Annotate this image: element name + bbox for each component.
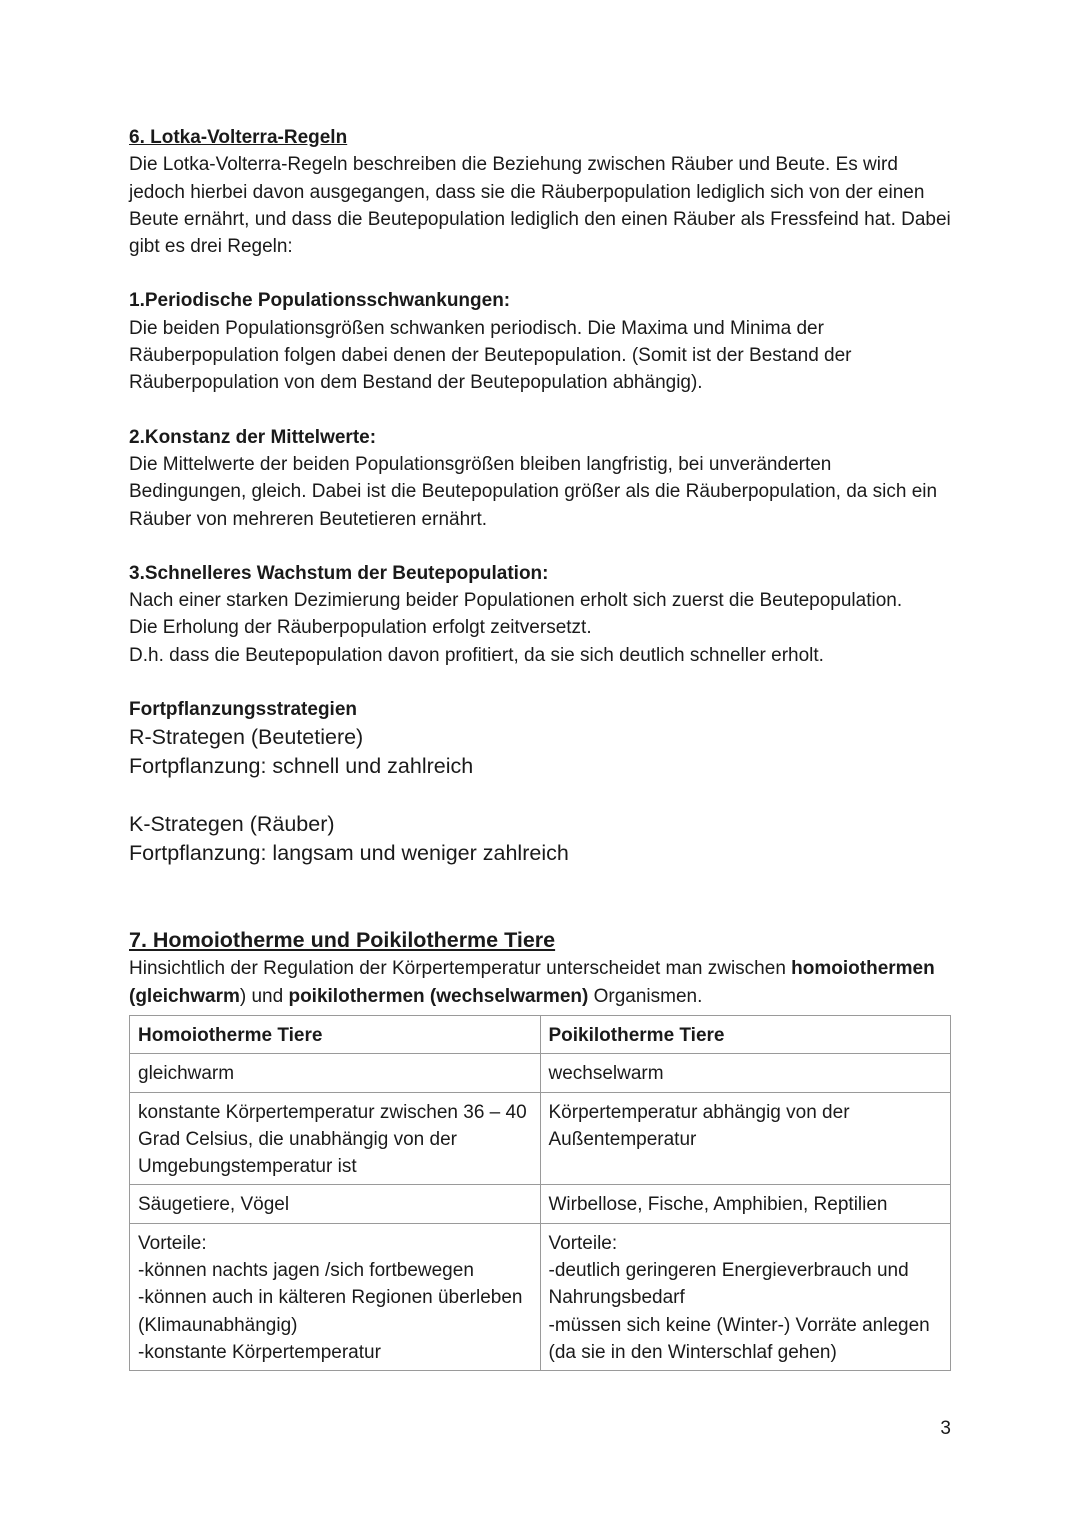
header-poikilotherm: Poikilotherme Tiere — [540, 1015, 951, 1053]
table-cell: Vorteile: -deutlich geringeren Energieverbrauch und Nahrungsbedarf -müssen sich keine (Winter-) Vorräte anlegen (da sie in den Winterschlaf gehen) — [540, 1223, 951, 1370]
rule3-line2: Die Erholung der Räuberpopulation erfolgt zeitversetzt. — [129, 617, 592, 639]
rule2-text: Die Mittelwerte der beiden Populationsgrößen bleiben langfristig, bei unveränderten Bedingungen, gleich. Dabei ist die Beutepopulation größer als die Räuberpopulation, da sich ein Räuber von mehreren Beutetieren ernährt. — [129, 453, 938, 530]
rule1-title: 1.Periodische Populationsschwankungen: — [129, 290, 511, 312]
rule3-title: 3.Schnelleres Wachstum der Beutepopulation: — [129, 562, 549, 584]
table-cell: Wirbellose, Fische, Amphibien, Reptilien — [540, 1185, 951, 1223]
table-cell: Körpertemperatur abhängig von der Außentemperatur — [540, 1092, 951, 1185]
r-fortpflanzung: Fortpflanzung: schnell und zahlreich — [129, 754, 474, 779]
section6-title: 6. Lotka-Volterra-Regeln — [129, 127, 348, 148]
rule3-line3: D.h. dass die Beutepopulation davon profitiert, da sie sich deutlich schneller erholt. — [129, 644, 824, 666]
comparison-table — [129, 1015, 951, 1371]
table-cell: Säugetiere, Vögel — [130, 1185, 541, 1223]
section7-intro — [129, 955, 951, 1010]
table-row — [130, 1223, 951, 1370]
document-page — [129, 124, 951, 1371]
table-header-row — [130, 1015, 951, 1053]
rule1-text: Die beiden Populationsgrößen schwanken periodisch. Die Maxima und Minima der Räuberpopulation folgen dabei denen der Beutepopulation. (Somit ist der Bestand der Räuberpopulation von dem Bestand der Beutepopulation abhängig). — [129, 317, 852, 394]
intro-part3: Organismen. — [588, 985, 703, 1007]
table-cell: konstante Körpertemperatur zwischen 36 – 40 Grad Celsius, die unabhängig von der Umgebungstemperatur ist — [130, 1092, 541, 1185]
intro-bold-poikilotherm: poikilothermen (wechselwarmen) — [288, 985, 589, 1007]
strategies-title: Fortpflanzungsstrategien — [129, 699, 358, 721]
rule2-title: 2.Konstanz der Mittelwerte: — [129, 426, 377, 448]
section7-title: 7. Homoiotherme und Poikilotherme Tiere — [129, 928, 556, 953]
table-row — [130, 1185, 951, 1223]
header-homoiotherm: Homoiotherme Tiere — [130, 1015, 541, 1053]
intro-part1: Hinsichtlich der Regulation der Körpertemperatur unterscheidet man zwischen — [129, 958, 792, 980]
k-strategen: K-Strategen (Räuber) — [129, 812, 335, 837]
r-strategen: R-Strategen (Beutetiere) — [129, 725, 364, 750]
k-fortpflanzung: Fortpflanzung: langsam und weniger zahlreich — [129, 841, 569, 866]
rule3-line1: Nach einer starken Dezimierung beider Populationen erholt sich zuerst die Beutepopulation. — [129, 590, 903, 612]
section6-intro: Die Lotka-Volterra-Regeln beschreiben die Beziehung zwischen Räuber und Beute. Es wird jedoch hierbei davon ausgegangen, dass sie die Räuberpopulation lediglich sich von der einen Beute ernährt, und dass die Beutepopulation lediglich den einen Räuber als Fressfeind hat. Dabei gibt es drei Regeln: — [129, 154, 951, 258]
intro-bold-homoiotherm: homoiothermen (gleichwarm — [129, 958, 935, 1007]
intro-part2: ) und — [239, 985, 289, 1007]
table-row — [130, 1054, 951, 1092]
table-row — [130, 1092, 951, 1185]
page-number: 3 — [940, 1418, 951, 1439]
table-cell: Vorteile: -können nachts jagen /sich fortbewegen -können auch in kälteren Regionen überleben (Klimaunabhängig) -konstante Körpertemperatur — [130, 1223, 541, 1370]
table-cell: wechselwarm — [540, 1054, 951, 1092]
table-cell: gleichwarm — [130, 1054, 541, 1092]
